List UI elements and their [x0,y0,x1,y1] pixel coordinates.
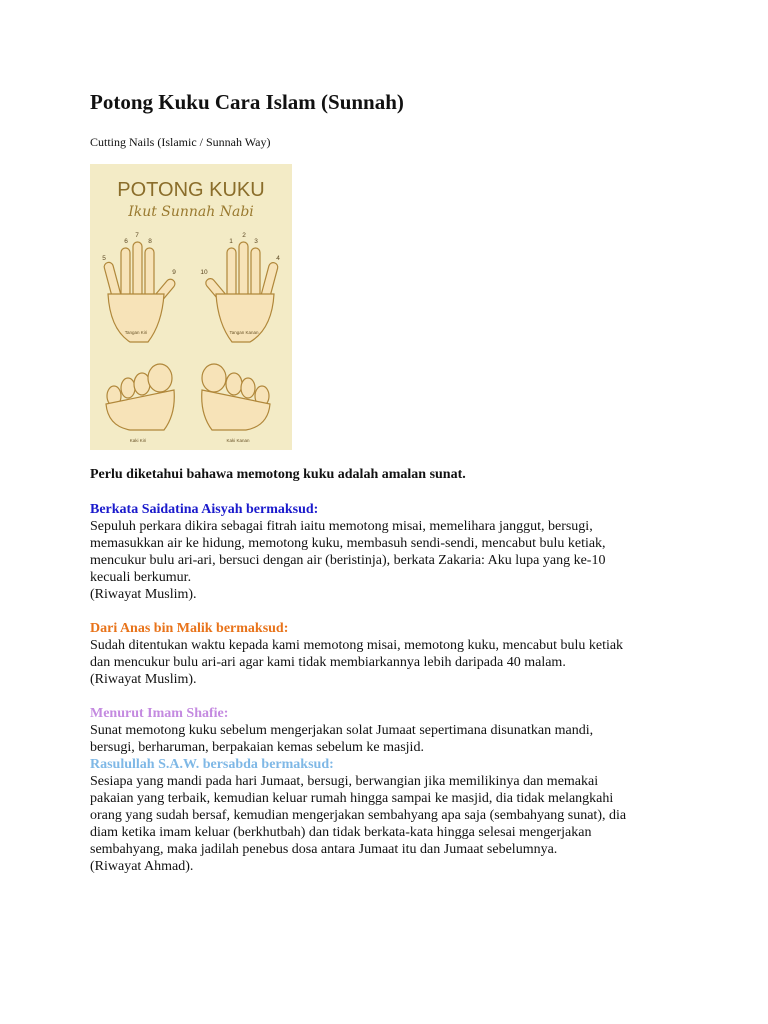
figure-subtitle: Ikut Sunnah Nabi [128,204,254,220]
section-line: bersugi, berharuman, berpakaian kemas sebelum ke masjid. [90,740,424,755]
finger-number: 3 [254,238,258,245]
section-line: dan mencukur bulu ari-ari agar kami tidak membiarkannya lebih daripada 40 malam. [90,655,566,670]
section-line: sembahyang, maka jadilah penebus dosa antara Jumaat itu dan Jumaat sebelumnya. [90,842,558,857]
right-foot-label: Kaki Kanan [226,438,250,443]
document-page [90,88,690,875]
finger-number: 8 [148,238,152,245]
left-foot-label: Kaki Kiri [129,438,147,443]
finger-number: 5 [102,255,106,262]
section-line: (Riwayat Muslim). [90,587,197,602]
section-line: orang yang sudah bersaf, kemudian mengerjakan sembahyang apa saja (sembahyang sunat), dia [90,808,627,823]
hands-feet-drawing [90,164,292,450]
section-line: Sepuluh perkara dikira sebagai fitrah iaitu memotong misai, memelihara janggut, bersugi, [90,519,593,534]
section-line: (Riwayat Muslim). [90,672,197,687]
section-heading: Berkata Saidatina Aisyah bermaksud: [90,502,319,517]
section-heading: Dari Anas bin Malik bermaksud: [90,621,289,636]
section-shafie [90,705,690,756]
section-aisyah [90,501,690,603]
page-subtitle: Cutting Nails (Islamic / Sunnah Way) [90,135,271,149]
section-line: memasukkan air ke hidung, memotong kuku, membasuh sendi-sendi, mencabut bulu ketiak, [90,536,606,551]
finger-number: 10 [200,269,208,276]
finger-number: 9 [172,269,176,276]
section-line: diam ketika imam keluar (berkhutbah) dan tidak berkata-kata hingga selesai mengerjakan [90,825,592,840]
left-hand-label: Tangan Kiri [124,330,148,335]
finger-number: 6 [124,238,128,245]
section-line: Sunat memotong kuku sebelum mengerjakan solat Jumaat sepertimana disunatkan mandi, [90,723,594,738]
page-title: Potong Kuku Cara Islam (Sunnah) [90,90,404,114]
lead-statement: Perlu diketahui bahawa memotong kuku adalah amalan sunat. [90,467,466,482]
section-line: mencukur bulu ari-ari, bersuci dengan air (beristinja), berkata Zakaria: Aku lupa yang ke-10 [90,553,606,568]
section-line: pakaian yang terbaik, kemudian keluar rumah hingga sampai ke masjid, dia tidak melangkahi [90,791,614,806]
right-hand-label: Tangan Kanan [229,330,259,335]
section-line: Sesiapa yang mandi pada hari Jumaat, bersugi, berwangian jika memilikinya dan memakai [90,774,599,789]
finger-number: 1 [229,238,233,245]
section-anas [90,620,690,688]
figure-title: POTONG KUKU [117,179,265,201]
section-rasulullah [90,756,690,875]
section-line: kecuali berkumur. [90,570,192,585]
nail-cutting-illustration [90,164,292,450]
finger-number: 7 [135,232,139,239]
finger-number: 4 [276,255,280,262]
section-heading: Menurut Imam Shafie: [90,706,229,721]
section-heading: Rasulullah S.A.W. bersabda bermaksud: [90,757,334,772]
finger-number: 2 [242,232,246,239]
section-line: Sudah ditentukan waktu kepada kami memotong misai, memotong kuku, mencabut bulu ketiak [90,638,624,653]
section-line: (Riwayat Ahmad). [90,859,194,874]
